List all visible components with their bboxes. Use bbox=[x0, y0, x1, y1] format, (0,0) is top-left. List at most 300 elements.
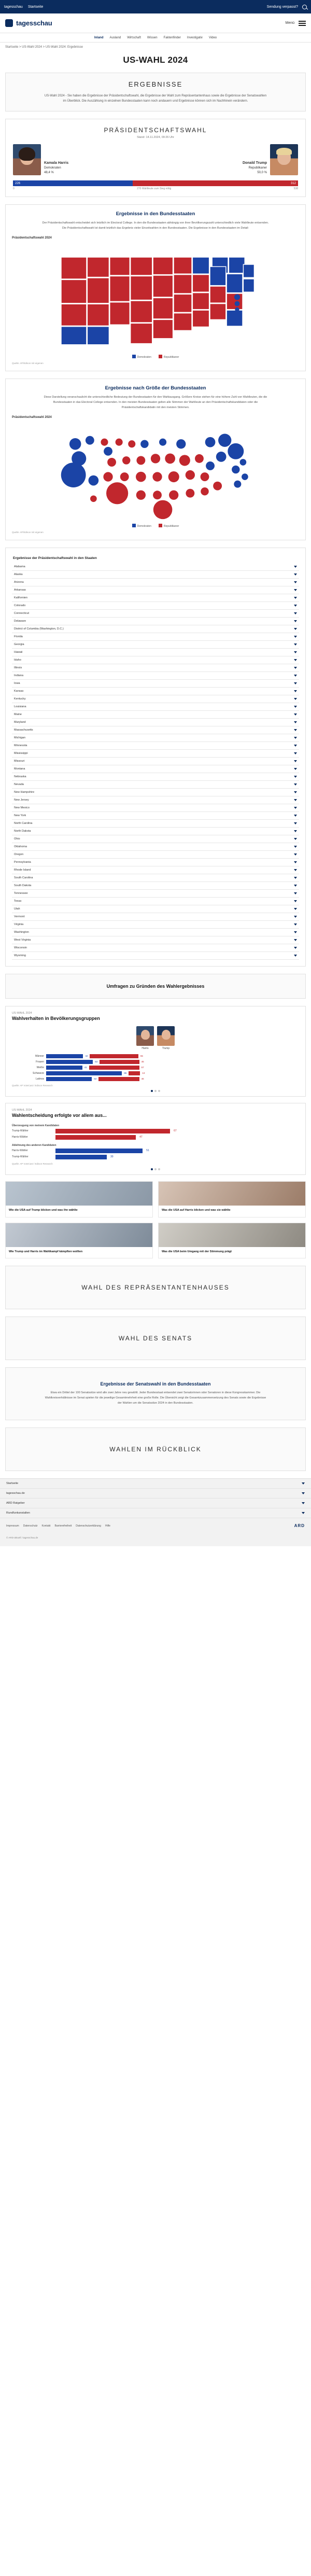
chevron-down-icon bbox=[294, 589, 297, 591]
state-accordion-item[interactable] bbox=[12, 890, 299, 898]
survey1-row-bars bbox=[46, 1077, 299, 1081]
survey1-row-bars bbox=[46, 1066, 299, 1070]
teaser-title: Wie die USA auf Trump blicken und was ihn wählte bbox=[9, 1208, 78, 1212]
state-accordion-label: Minnesota bbox=[14, 744, 27, 747]
chevron-down-icon bbox=[294, 892, 297, 894]
survey2-row-value: 67 bbox=[174, 1129, 177, 1133]
chevron-down-icon bbox=[294, 573, 297, 576]
state-accordion-item[interactable] bbox=[12, 703, 299, 711]
state-accordion-item[interactable] bbox=[12, 656, 299, 664]
results-heading: ERGEBNISSE bbox=[128, 80, 183, 88]
teaser-thumbnail bbox=[159, 1223, 305, 1247]
state-accordion-item[interactable] bbox=[12, 618, 299, 625]
chevron-down-icon bbox=[294, 651, 297, 653]
state-accordion-item[interactable] bbox=[12, 750, 299, 758]
survey-groups-panel bbox=[5, 1006, 306, 1097]
survey1-value-harris: 86 bbox=[124, 1072, 127, 1075]
state-accordion-item[interactable] bbox=[12, 874, 299, 882]
avatar-trump-small bbox=[157, 1026, 175, 1046]
teaser-card[interactable] bbox=[5, 1181, 153, 1217]
footer-section-tagesschau[interactable] bbox=[0, 1489, 311, 1499]
survey-motivation-panel bbox=[5, 1103, 306, 1175]
state-accordion-item[interactable] bbox=[12, 796, 299, 804]
chevron-down-icon bbox=[294, 783, 297, 786]
state-accordion-label: Virginia bbox=[14, 922, 24, 926]
chevron-down-icon bbox=[294, 566, 297, 568]
utility-link-startseite[interactable]: Startseite bbox=[27, 5, 44, 9]
state-accordion-label: Alaska bbox=[14, 572, 23, 576]
state-accordion-item[interactable] bbox=[12, 594, 299, 602]
state-accordion-label: Louisiana bbox=[14, 705, 26, 708]
state-accordion-item[interactable] bbox=[12, 563, 299, 571]
state-accordion-item[interactable] bbox=[12, 789, 299, 796]
state-accordion-item[interactable] bbox=[12, 641, 299, 649]
state-accordion-label: Iowa bbox=[14, 681, 20, 685]
survey1-pagination[interactable] bbox=[6, 1087, 305, 1096]
chevron-down-icon bbox=[294, 581, 297, 583]
chevron-down-icon bbox=[294, 752, 297, 754]
survey2-kicker: US-WAHL 2024 bbox=[12, 1108, 32, 1112]
electors-map-text: Diese Darstellung veranschaulicht die unterschiedliche Bedeutung der Bundesstaaten für den Wahlausgang. Größere Kreise stehen für eine höhere Zahl von Wahlleuten, die die Bundesstaaten in das Electoral College entsenden. In den meisten Bundesstaaten gelten alle Stimmen der Wahlleute an den Präsidentschaftskandidaten oder die Präsidentschaftskandidatin mit den meisten Stimmen. bbox=[44, 396, 267, 409]
main-nav bbox=[0, 33, 311, 43]
presidential-title: PRÄSIDENTSCHAFTSWAHL bbox=[104, 127, 207, 134]
nav-item-wissen[interactable]: Wissen bbox=[147, 36, 158, 39]
state-accordion-item[interactable] bbox=[12, 758, 299, 765]
survey2-row-value: 51 bbox=[146, 1149, 149, 1153]
state-accordion-label: South Carolina bbox=[14, 876, 33, 879]
state-accordion-item[interactable] bbox=[12, 711, 299, 719]
chevron-down-icon bbox=[294, 675, 297, 677]
state-accordion-item[interactable] bbox=[12, 936, 299, 944]
teaser-card[interactable] bbox=[5, 1223, 153, 1259]
state-accordion-item[interactable] bbox=[12, 898, 299, 905]
candidate-name-harris: Kamala Harris bbox=[44, 161, 69, 165]
state-accordion-label: Oklahoma bbox=[14, 845, 27, 848]
survey1-value-trump: 13 bbox=[142, 1072, 145, 1075]
state-accordion-item[interactable] bbox=[12, 610, 299, 618]
state-accordion-item[interactable] bbox=[12, 688, 299, 695]
electors-map-source: Quelle: AP/Edison mit eigenen bbox=[12, 530, 44, 534]
state-accordion-label: New Mexico bbox=[14, 806, 30, 809]
state-accordion-item[interactable] bbox=[12, 913, 299, 921]
chevron-down-icon bbox=[294, 612, 297, 614]
us-cartogram-map[interactable] bbox=[12, 422, 299, 521]
chevron-down-icon bbox=[294, 815, 297, 817]
candidate-harris bbox=[13, 144, 144, 175]
state-accordion-label: Georgia bbox=[14, 642, 24, 646]
states-accordion-block bbox=[5, 548, 306, 967]
state-accordion-label: New Hampshire bbox=[14, 790, 35, 794]
state-accordion-label: District of Columbia (Washington, D.C.) bbox=[14, 627, 64, 631]
chevron-down-icon bbox=[294, 690, 297, 692]
state-accordion-item[interactable] bbox=[12, 843, 299, 851]
legend-rep: Republikaner bbox=[159, 355, 179, 359]
chevron-down-icon bbox=[294, 869, 297, 871]
survey2-row bbox=[12, 1135, 299, 1140]
survey2-row bbox=[12, 1129, 299, 1133]
state-accordion-label: Pennsylvania bbox=[14, 860, 31, 864]
electoral-bar-harris: 226 bbox=[13, 180, 133, 186]
survey1-row-label: Frauen bbox=[36, 1060, 44, 1063]
hamburger-icon[interactable] bbox=[299, 21, 306, 26]
teaser-grid bbox=[5, 1181, 306, 1259]
state-accordion-label: Connecticut bbox=[14, 611, 30, 615]
legend-dem-2: Demokraten bbox=[132, 524, 151, 528]
survey1-value-trump: 55 bbox=[140, 1055, 143, 1058]
footer-section-startseite[interactable] bbox=[0, 1479, 311, 1489]
scale-right: 538 bbox=[293, 187, 298, 191]
avatar-harris bbox=[13, 144, 41, 175]
teaser-title: Was die USA auf Harris blicken und was sie wählte bbox=[162, 1208, 231, 1212]
page-title: US-WAHL 2024 bbox=[123, 55, 188, 65]
survey1-kicker: US-WAHL 2024 bbox=[12, 1011, 32, 1015]
teaser-thumbnail bbox=[6, 1223, 152, 1247]
state-accordion-item[interactable] bbox=[12, 944, 299, 952]
footer-links bbox=[6, 1524, 110, 1528]
chevron-down-icon bbox=[302, 1492, 305, 1494]
chevron-down-icon bbox=[294, 768, 297, 770]
footer-link[interactable]: Kontakt bbox=[41, 1524, 51, 1528]
survey1-row bbox=[12, 1077, 299, 1081]
state-accordion-item[interactable] bbox=[12, 820, 299, 828]
chevron-down-icon bbox=[294, 939, 297, 941]
state-accordion-label: Arizona bbox=[14, 580, 24, 584]
state-accordion-label: Texas bbox=[14, 899, 22, 903]
state-accordion-label: Idaho bbox=[14, 658, 21, 662]
state-accordion-item[interactable] bbox=[12, 773, 299, 781]
footer-link[interactable]: Barrierefreiheit bbox=[54, 1524, 72, 1528]
state-accordion-label: North Dakota bbox=[14, 829, 31, 833]
state-accordion-label: Nevada bbox=[14, 782, 24, 786]
state-accordion-item[interactable] bbox=[12, 734, 299, 742]
chevron-down-icon bbox=[294, 643, 297, 646]
state-accordion-label: Indiana bbox=[14, 674, 24, 677]
chevron-down-icon bbox=[294, 900, 297, 902]
chevron-down-icon bbox=[294, 597, 297, 599]
electors-map-legend bbox=[12, 524, 299, 528]
state-accordion-label: Arkansas bbox=[14, 588, 26, 592]
nav-item-wirtschaft[interactable]: Wirtschaft bbox=[127, 36, 141, 39]
utility-bar bbox=[0, 0, 311, 13]
state-accordion-label: Nebraska bbox=[14, 775, 26, 778]
state-accordion-item[interactable] bbox=[12, 882, 299, 890]
state-accordion-item[interactable] bbox=[12, 625, 299, 633]
chevron-down-icon bbox=[294, 659, 297, 661]
menu-label[interactable]: Menü bbox=[285, 21, 294, 25]
state-accordion-item[interactable] bbox=[12, 921, 299, 929]
state-accordion-label: Wisconsin bbox=[14, 946, 27, 949]
state-accordion-label: Tennessee bbox=[14, 891, 28, 895]
survey1-rows bbox=[6, 1054, 305, 1081]
survey1-cand-harris: Harris bbox=[142, 1046, 149, 1050]
survey2-rows-a bbox=[6, 1129, 305, 1140]
state-accordion-label: Rhode Island bbox=[14, 868, 31, 872]
scale-mid: 270 Wahlleute zum Sieg nötig bbox=[137, 187, 172, 191]
state-accordion-label: Illinois bbox=[14, 666, 22, 669]
state-accordion-label: South Dakota bbox=[14, 884, 32, 887]
chevron-down-icon bbox=[294, 853, 297, 856]
electors-map-heading: Ergebnisse nach Größe der Bundesstaaten bbox=[105, 385, 206, 391]
chevron-down-icon bbox=[302, 1482, 305, 1485]
state-accordion-item[interactable] bbox=[12, 695, 299, 703]
chevron-down-icon bbox=[294, 799, 297, 801]
utility-link-tagesschau[interactable]: tagesschau bbox=[4, 5, 23, 9]
state-accordion-item[interactable] bbox=[12, 905, 299, 913]
state-accordion-item[interactable] bbox=[12, 579, 299, 586]
states-map-heading: Ergebnisse in den Bundesstaaten bbox=[116, 211, 195, 217]
survey1-value-harris: 52 bbox=[94, 1077, 97, 1081]
footer-section-label-2: ARD Ratgeber bbox=[6, 1502, 25, 1505]
scale-left: 0 bbox=[13, 187, 15, 191]
search-icon[interactable] bbox=[302, 5, 307, 9]
state-accordion-label: Missouri bbox=[14, 759, 25, 763]
nav-item-faktenfinder[interactable]: Faktenfinder bbox=[163, 36, 181, 39]
chevron-down-icon bbox=[302, 1512, 305, 1514]
candidate-party-trump: Republikaner bbox=[248, 166, 267, 170]
candidate-name-trump: Donald Trump bbox=[242, 161, 267, 165]
nav-item-investigativ[interactable]: Investigativ bbox=[187, 36, 203, 39]
results-intro-card bbox=[5, 73, 306, 111]
survey1-value-trump: 45 bbox=[141, 1060, 144, 1063]
chevron-down-icon bbox=[294, 713, 297, 716]
logo-icon bbox=[5, 19, 13, 27]
chevron-down-icon bbox=[294, 923, 297, 926]
utility-link-sendung[interactable]: Sendung verpasst? bbox=[266, 5, 298, 9]
state-accordion-label: Hawaii bbox=[14, 650, 23, 654]
chevron-down-icon bbox=[294, 877, 297, 879]
chevron-down-icon bbox=[294, 729, 297, 731]
chevron-down-icon bbox=[294, 620, 297, 622]
footer-link[interactable]: Hilfe bbox=[105, 1524, 110, 1528]
states-map-source: Quelle: AP/Edison mit eigenen bbox=[12, 362, 44, 365]
electoral-bar bbox=[13, 180, 298, 186]
chevron-down-icon bbox=[294, 776, 297, 778]
chevron-down-icon bbox=[294, 698, 297, 700]
state-accordion-label: Vermont bbox=[14, 915, 25, 918]
chevron-down-icon bbox=[294, 706, 297, 708]
teaser-thumbnail bbox=[159, 1182, 305, 1206]
state-accordion-item[interactable] bbox=[12, 680, 299, 688]
survey2-title: Wahlentscheidung erfolgte vor allem aus... bbox=[12, 1112, 107, 1118]
nav-item-inland[interactable]: Inland bbox=[94, 36, 104, 39]
survey1-row-label: Latinos bbox=[35, 1077, 44, 1081]
electors-map-subtitle: Präsidentschaftswahl 2024 bbox=[12, 415, 52, 419]
site-title[interactable]: tagesschau bbox=[16, 19, 52, 27]
chevron-down-icon bbox=[294, 916, 297, 918]
chevron-down-icon bbox=[294, 955, 297, 957]
states-map-block bbox=[5, 204, 306, 371]
avatar-trump bbox=[270, 144, 298, 175]
state-accordion-label: Kentucky bbox=[14, 697, 26, 701]
chevron-down-icon bbox=[294, 807, 297, 809]
state-accordion-item[interactable] bbox=[12, 828, 299, 835]
presidential-result bbox=[5, 119, 306, 197]
state-accordion-label: Michigan bbox=[14, 736, 26, 739]
survey1-title: Wahlverhalten in Bevölkerungsgruppen bbox=[12, 1015, 100, 1021]
state-accordion-item[interactable] bbox=[12, 866, 299, 874]
survey2-section-b: Ablehnung des anderen Kandidaten bbox=[12, 1143, 56, 1147]
survey1-row-label: Männer bbox=[35, 1054, 44, 1058]
chevron-down-icon bbox=[302, 1502, 305, 1504]
chevron-down-icon bbox=[294, 667, 297, 669]
state-accordion-label: Wyoming bbox=[14, 954, 26, 957]
chevron-down-icon bbox=[294, 885, 297, 887]
states-map-subtitle: Präsidentschaftswahl 2024 bbox=[12, 236, 52, 240]
senate-results-text: Etwa ein Drittel der 100 Senatssitze wird alle zwei Jahre neu gewählt. Jeder Bundesstaat entsendet zwei Senatorinnen oder Senatoren in diese Kongresskammer. Die Wahlkreisverhältnisse im Senat spielen für die jeweilige Gesamtmehrheit eine große Rolle. Die Übersicht zeigt die Gesamtzusammensetzung des Senats sowie die Ergebnisse der Wahlen um die Senatssitze 2024 in den Bundesstaaten. bbox=[45, 1391, 266, 1405]
survey2-row-label: Trump-Wähler bbox=[12, 1155, 29, 1159]
senate-section: WAHL DES SENATS bbox=[5, 1317, 306, 1360]
state-accordion-label: Utah bbox=[14, 907, 20, 911]
chevron-down-icon bbox=[294, 830, 297, 832]
state-accordion-label: Montana bbox=[14, 767, 25, 771]
survey1-row-bars bbox=[46, 1054, 299, 1058]
chevron-down-icon bbox=[294, 931, 297, 933]
chevron-down-icon bbox=[294, 682, 297, 684]
state-accordion-item[interactable] bbox=[12, 672, 299, 680]
site-footer bbox=[0, 1478, 311, 1546]
legend-rep-2: Republikaner bbox=[159, 524, 179, 528]
footer-section-ard-ratgeber[interactable] bbox=[0, 1499, 311, 1508]
chevron-down-icon bbox=[294, 721, 297, 723]
survey1-row bbox=[12, 1054, 299, 1058]
teaser-card[interactable] bbox=[158, 1181, 306, 1217]
survey1-value-trump: 57 bbox=[141, 1066, 144, 1069]
state-accordion-label: Maryland bbox=[14, 720, 26, 724]
state-accordion-item[interactable] bbox=[12, 851, 299, 859]
survey1-cand-trump: Trump bbox=[162, 1046, 170, 1050]
teaser-title: Was die USA beim Umgang mit der Stimmung prägt bbox=[162, 1250, 232, 1253]
survey2-row bbox=[12, 1149, 299, 1153]
state-accordion-item[interactable] bbox=[12, 765, 299, 773]
state-accordion-item[interactable] bbox=[12, 952, 299, 960]
survey1-row-bars bbox=[46, 1071, 299, 1075]
avatar-harris-small bbox=[136, 1026, 154, 1046]
survey1-value-harris: 53 bbox=[95, 1060, 98, 1063]
senate-results-heading: Ergebnisse der Senatswahl in den Bundesstaaten bbox=[100, 1381, 211, 1387]
candidate-party-harris: Demokraten bbox=[44, 166, 61, 170]
chevron-down-icon bbox=[294, 636, 297, 638]
survey1-row bbox=[12, 1071, 299, 1075]
survey1-value-harris: 41 bbox=[84, 1066, 87, 1069]
state-accordion-item[interactable] bbox=[12, 812, 299, 820]
survey1-value-harris: 42 bbox=[85, 1055, 88, 1058]
survey2-rows-b bbox=[6, 1149, 305, 1159]
state-accordion-label: Massachusetts bbox=[14, 728, 33, 732]
legend-dem: Demokraten bbox=[132, 355, 151, 359]
footer-link[interactable]: Impressum bbox=[6, 1524, 19, 1528]
chevron-down-icon bbox=[294, 791, 297, 793]
site-header bbox=[0, 13, 311, 33]
state-accordion-label: Ohio bbox=[14, 837, 20, 841]
teaser-card[interactable] bbox=[158, 1223, 306, 1259]
survey1-row-bars bbox=[46, 1060, 299, 1064]
state-accordion-item[interactable] bbox=[12, 664, 299, 672]
us-choropleth-map[interactable] bbox=[12, 243, 299, 352]
presidential-timestamp: Stand: 14.11.2024, 09:26 Uhr bbox=[137, 136, 174, 139]
state-accordion-label: Delaware bbox=[14, 619, 26, 623]
electors-map-block bbox=[5, 379, 306, 540]
state-accordion-item[interactable] bbox=[12, 804, 299, 812]
footer-section-label-3: Rundfunkanstalten bbox=[6, 1511, 30, 1515]
state-accordion-label: North Carolina bbox=[14, 821, 33, 825]
state-accordion-item[interactable] bbox=[12, 649, 299, 656]
survey2-row-label: Trump-Wähler bbox=[12, 1129, 29, 1133]
nav-item-ausland[interactable]: Ausland bbox=[109, 36, 121, 39]
breadcrumb: Startseite > US-Wahl 2024 > US-Wahl 2024: Ergebnisse bbox=[5, 46, 83, 49]
copyright: © ARD-aktuell / tagesschau.de bbox=[6, 1536, 38, 1539]
state-accordion-label: Maine bbox=[14, 712, 22, 716]
survey2-row-label: Harris-Wähler bbox=[12, 1149, 28, 1153]
footer-section-label-1: tagesschau.de bbox=[6, 1492, 25, 1495]
state-accordion-item[interactable] bbox=[12, 719, 299, 726]
candidate-trump bbox=[167, 144, 298, 175]
chevron-down-icon bbox=[294, 628, 297, 630]
chevron-down-icon bbox=[294, 822, 297, 824]
state-accordion-label: Washington bbox=[14, 930, 29, 934]
state-accordion-item[interactable] bbox=[12, 859, 299, 866]
cartogram-svg bbox=[12, 422, 299, 521]
state-accordion-item[interactable] bbox=[12, 742, 299, 750]
survey2-row-value: 47 bbox=[139, 1136, 143, 1139]
chevron-down-icon bbox=[294, 605, 297, 607]
state-accordion-label: Kansas bbox=[14, 689, 24, 693]
state-accordion-label: Alabama bbox=[14, 565, 25, 568]
states-map-text: Der Präsidentschaftswahl entscheidet sich letztlich im Electoral College. In den die Bundesstaaten abhängig von ihrer Bevölkerungszahl unterschiedlich viele Wahlleute entsenden. Die Präsidentschaftswahl ist damit letztlich das Ergebnis vieler Einzelwahlen in den Bundesstaaten. Die Ergebnisse in den Bundesstaaten im Detail: bbox=[42, 221, 269, 230]
survey1-source: Quelle: AP VoteCast / Edison Research bbox=[12, 1084, 53, 1087]
survey-section-heading: Umfragen zu Gründen des Wahlergebnisses bbox=[5, 974, 306, 999]
state-accordion-label: Oregon bbox=[14, 852, 24, 856]
ard-logo: ARD bbox=[294, 1523, 305, 1529]
teaser-title: Wie Trump und Harris im Wahlkampf kämpften wollten bbox=[9, 1250, 83, 1253]
chevron-down-icon bbox=[294, 760, 297, 762]
footer-section-rundfunkanstalten[interactable] bbox=[0, 1508, 311, 1518]
state-accordion-label: Kalifornien bbox=[14, 596, 27, 599]
states-accordion-heading: Ergebnisse der Präsidentschaftswahl in den Staaten bbox=[13, 556, 97, 560]
states-map-legend bbox=[12, 355, 299, 359]
state-accordion-label: Colorado bbox=[14, 604, 26, 607]
candidate-pct-trump: 50,0 % bbox=[257, 171, 267, 175]
footer-link[interactable]: Datenschutz bbox=[23, 1524, 38, 1528]
footer-link[interactable]: Datenschutzerklärung bbox=[76, 1524, 101, 1528]
chevron-down-icon bbox=[294, 838, 297, 840]
state-accordion-label: Florida bbox=[14, 635, 23, 638]
chevron-down-icon bbox=[294, 745, 297, 747]
state-accordion-item[interactable] bbox=[12, 602, 299, 610]
state-accordion-item[interactable] bbox=[12, 633, 299, 641]
survey1-row-label: Weiße bbox=[36, 1066, 44, 1069]
house-section: WAHL DES REPRÄSENTANTENHAUSES bbox=[5, 1266, 306, 1309]
state-accordion-item[interactable] bbox=[12, 835, 299, 843]
footer-section-label-0: Startseite bbox=[6, 1482, 19, 1486]
nav-item-video[interactable]: Video bbox=[208, 36, 217, 39]
state-accordion-item[interactable] bbox=[12, 781, 299, 789]
chevron-down-icon bbox=[294, 846, 297, 848]
state-accordion-label: New Jersey bbox=[14, 798, 29, 802]
state-accordion-item[interactable] bbox=[12, 586, 299, 594]
survey2-row-value: 30 bbox=[110, 1155, 114, 1159]
state-accordion-label: Mississippi bbox=[14, 751, 28, 755]
state-accordion-item[interactable] bbox=[12, 571, 299, 579]
survey1-row-label: Schwarze bbox=[33, 1071, 44, 1075]
chevron-down-icon bbox=[294, 908, 297, 910]
results-text: US-Wahl 2024 - Sie haben die Ergebnisse der Präsidentschaftswahl, die Ergebnisse der Wahl zum Repräsentantenhaus sowie die Ergebnisse der Senatswahlen im Überblick. Die Auszählung in einzelnen Bundesstaaten kann noch andauern und Ergebnisse können sich im Nachhinein verändern. bbox=[44, 94, 267, 103]
senate-results-section bbox=[5, 1367, 306, 1420]
state-accordion-item[interactable] bbox=[12, 726, 299, 734]
survey2-source: Quelle: AP VoteCast / Edison Research bbox=[12, 1162, 53, 1165]
survey1-row bbox=[12, 1066, 299, 1070]
state-accordion-label: West Virginia bbox=[14, 938, 31, 942]
state-accordion-item[interactable] bbox=[12, 929, 299, 936]
